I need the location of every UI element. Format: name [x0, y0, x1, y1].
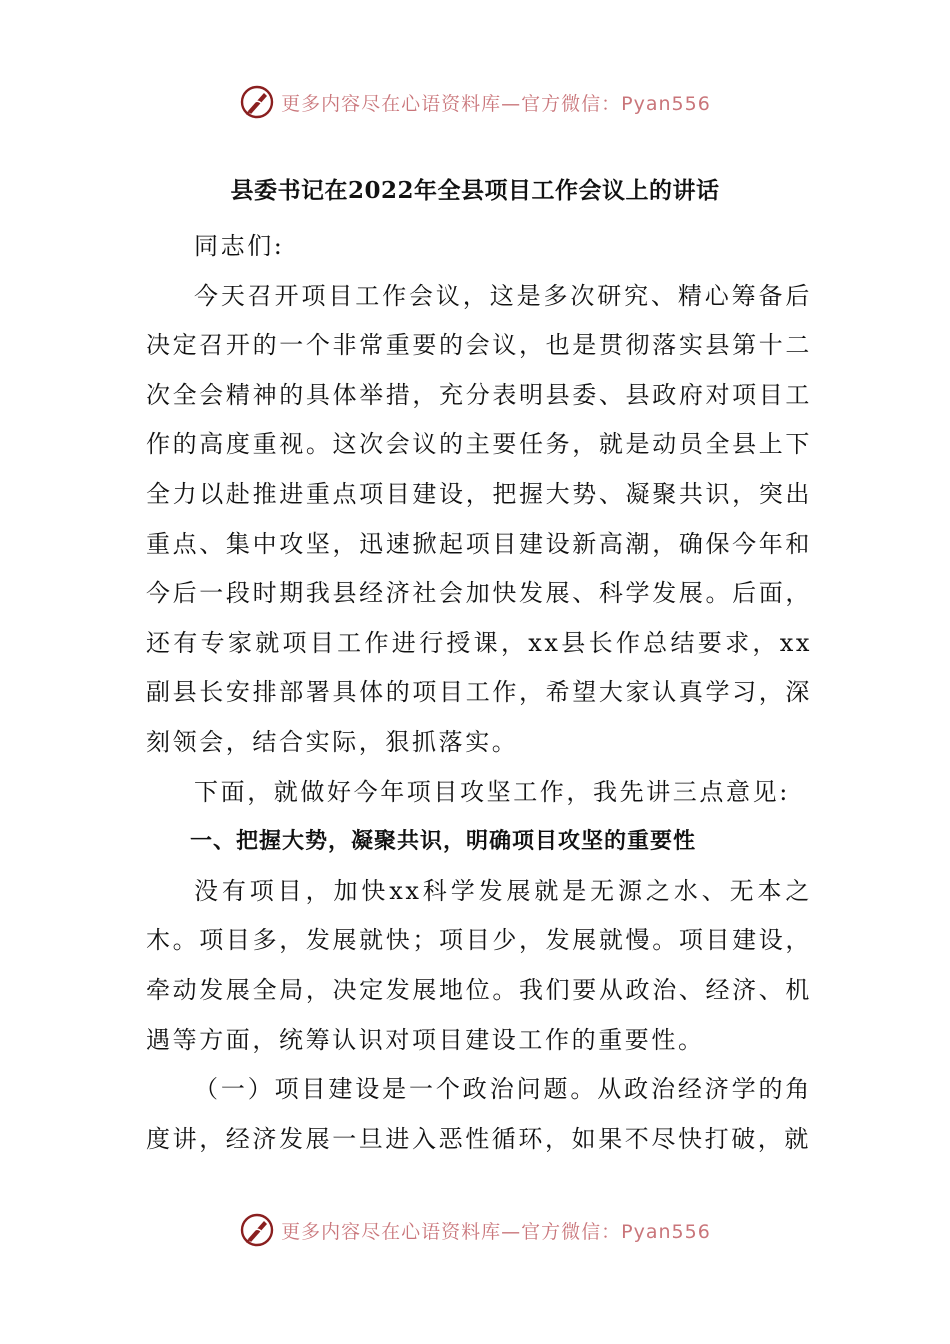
- pen-logo-icon: [239, 1212, 275, 1248]
- section-heading: 一、把握大势，凝聚共识，明确项目攻坚的重要性: [190, 829, 697, 855]
- paragraph: 下面，就做好今年项目攻坚工作，我先讲三点意见:: [194, 777, 790, 806]
- document-title: 县委书记在2022年全县项目工作会议上的讲话: [230, 177, 720, 204]
- paragraph: （一）项目建设是一个政治问题。从政治经济学的角度讲，经济发展一旦进入恶性循环，如果不尽快打破，就: [146, 1075, 812, 1153]
- watermark-text: 更多内容尽在心语资料库—官方微信：Pyan556: [281, 92, 711, 115]
- document-body: [146, 222, 812, 1164]
- salutation: 同志们:: [194, 232, 285, 260]
- paragraph: 今天召开项目工作会议，这是多次研究、精心筹备后决定召开的一个非常重要的会议，也是贯彻落实县第十二次全会精神的具体举措，充分表明县委、县政府对项目工作的高度重视。这次会议的主要任务，就是动员全县上下全力以赴推进重点项目建设，把握大势、凝聚共识，突出重点、集中攻坚，迅速掀起项目建设新高潮，确保今年和今后一段时期我县经济社会加快发展、科学发展。后面，还有专家就项目工作进行授课，xx县长作总结要求，xx副县长安排部署具体的项目工作，希望大家认真学习，深刻领会，结合实际，狠抓落实。: [146, 281, 812, 756]
- watermark-banner-bottom: [0, 1210, 950, 1250]
- watermark-banner-top: [0, 82, 950, 122]
- watermark-text: 更多内容尽在心语资料库—官方微信：Pyan556: [281, 1220, 711, 1243]
- paragraph: 没有项目，加快xx科学发展就是无源之水、无本之木。项目多，发展就快；项目少，发展就慢。项目建设，牵动发展全局，决定发展地位。我们要从政治、经济、机遇等方面，统筹认识对项目建设工作的重要性。: [146, 876, 812, 1054]
- pen-logo-icon: [239, 84, 275, 120]
